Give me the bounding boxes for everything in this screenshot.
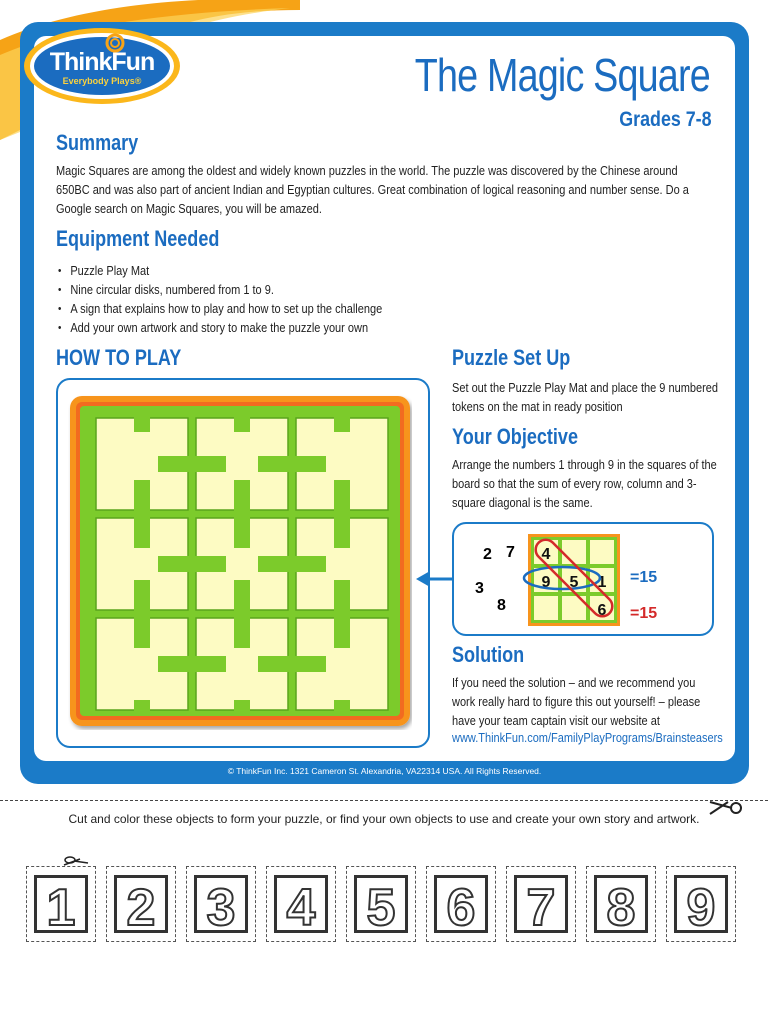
mat-connector (134, 580, 150, 648)
mat-connector (134, 700, 150, 716)
example-cell (590, 540, 614, 564)
page-title: The Magic Square (414, 49, 710, 101)
tile-number: 6 (446, 879, 476, 937)
summary-text: Magic Squares are among the oldest and widely known puzzles in the world. The puzzle was discovered by the Chinese around 650BC and was also part of ancient Indian and Egyptian cultures. Great combination of logical reasoning and number sense. Do a Google search on Magic Squares, you will be amazed. (56, 164, 689, 216)
tile-number: 8 (606, 879, 636, 937)
tile-border (34, 875, 88, 937)
tile-border (514, 875, 568, 937)
tile-number: 9 (686, 879, 716, 937)
cutout-tile-4[interactable] (266, 866, 336, 942)
puzzle-play-mat (68, 394, 412, 730)
example-cell-number: 5 (569, 574, 579, 591)
cutout-tile-5[interactable] (346, 866, 416, 942)
diagonal-sum-label: =15 (630, 605, 658, 622)
tile-number: 3 (206, 879, 236, 937)
tile-border (114, 875, 168, 937)
cutout-tile-6[interactable] (426, 866, 496, 942)
mat-connector (158, 456, 226, 472)
tile-border (354, 875, 408, 937)
mat-connector (234, 480, 250, 548)
tile-border (194, 875, 248, 937)
mat-connector (334, 580, 350, 648)
example-cell-number: 4 (541, 546, 551, 563)
loose-token: 7 (506, 544, 515, 561)
mat-connector (334, 480, 350, 548)
mat-connector (134, 408, 150, 432)
cutout-tile-7[interactable] (506, 866, 576, 942)
equipment-item: • Nine circular disks, numbered from 1 to 9. (58, 281, 382, 300)
tile-border (274, 875, 328, 937)
mat-connector (158, 656, 226, 672)
left-arrow-icon (414, 569, 454, 589)
tile-border (594, 875, 648, 937)
cutout-tile-8[interactable] (586, 866, 656, 942)
mat-connector (258, 556, 326, 572)
example-cell (534, 596, 558, 620)
thinkfun-logo[interactable] (22, 26, 182, 106)
cutout-tiles (26, 866, 746, 944)
objective-text: Arrange the numbers 1 through 9 in the squares of the board so that the sum of every row, column and 3-square diagonal is the same. (452, 458, 717, 510)
setup-heading: Puzzle Set Up (452, 345, 571, 370)
example-cell-number: 6 (597, 602, 607, 619)
equipment-list (58, 262, 426, 338)
tile-border (674, 875, 728, 937)
equipment-item: • A sign that explains how to play and how to set up the challenge (58, 300, 382, 319)
setup-text: Set out the Puzzle Play Mat and place the 9 numbered tokens on the mat in ready position (452, 381, 719, 414)
equipment-heading: Equipment Needed (56, 226, 220, 251)
footer-copyright: © ThinkFun Inc. 1321 Cameron St. Alexandria, VA22314 USA. All Rights Reserved. (227, 766, 542, 776)
loose-token: 3 (475, 580, 484, 597)
cutout-tile-9[interactable] (666, 866, 736, 942)
logo-tagline: Everybody Plays® (62, 76, 142, 86)
cutout-tile-1[interactable] (26, 866, 96, 942)
tile-border (434, 875, 488, 937)
mat-cells (96, 408, 388, 716)
tile-number: 1 (46, 879, 76, 937)
summary-heading: Summary (56, 130, 139, 155)
loose-token: 8 (497, 597, 506, 614)
cut-line (0, 800, 768, 801)
cutout-tile-2[interactable] (106, 866, 176, 942)
mat-connector (334, 700, 350, 716)
row-sum-label: =15 (630, 569, 658, 586)
solution-link[interactable]: www.ThinkFun.com/FamilyPlayPrograms/Brainsteasers (452, 731, 723, 745)
mat-connector (234, 580, 250, 648)
mat-connector (334, 408, 350, 432)
example-cell (562, 540, 586, 564)
how-to-play-heading: HOW TO PLAY (56, 345, 182, 370)
equipment-item: • Add your own artwork and story to make the puzzle your own (58, 319, 382, 338)
mat-connector (258, 456, 326, 472)
equipment-item: • Puzzle Play Mat (58, 262, 382, 281)
mat-connector (234, 408, 250, 432)
loose-token: 2 (483, 546, 492, 563)
mat-connector (158, 556, 226, 572)
tile-number: 2 (126, 879, 156, 937)
example-cell-number: 1 (597, 574, 607, 591)
grade-level: Grades 7-8 (619, 108, 712, 131)
mat-connector (134, 480, 150, 548)
objective-heading: Your Objective (452, 424, 578, 449)
tile-number: 7 (526, 879, 556, 937)
mat-connector (258, 656, 326, 672)
logo-brand-text: ThinkFun (49, 48, 155, 76)
solution-heading: Solution (452, 642, 525, 667)
tile-number: 5 (366, 879, 396, 937)
cutout-instructions: Cut and color these objects to form your puzzle, or find your own objects to use and create your own story and artwork. (68, 812, 700, 826)
example-cell-number: 9 (541, 574, 551, 591)
cutout-tile-3[interactable] (186, 866, 256, 942)
tile-number: 4 (286, 879, 316, 937)
example-board (460, 530, 710, 630)
solution-text: If you need the solution – and we recommend you work really hard to figure this out yourself! – please have your team captain visit our website at (452, 676, 701, 728)
mat-connector (234, 700, 250, 716)
